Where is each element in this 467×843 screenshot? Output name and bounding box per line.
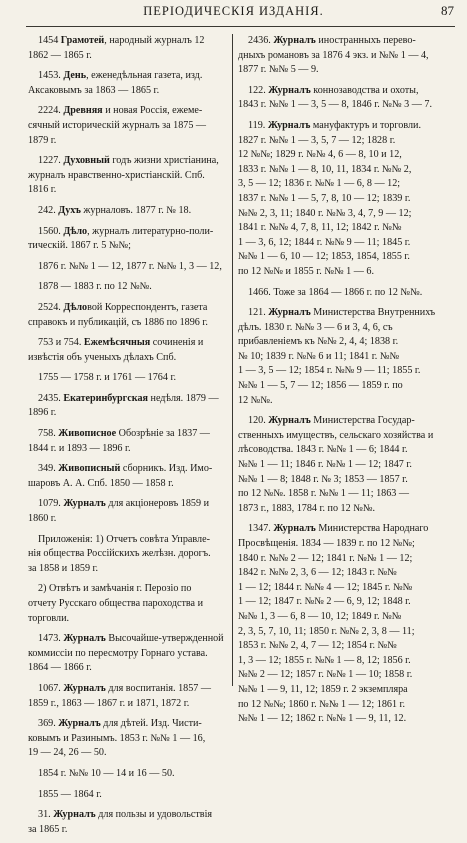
column-divider xyxy=(232,34,233,686)
catalog-entry xyxy=(28,717,226,761)
entry-line: Аксаковымъ за 1863 — 1865 г. xyxy=(28,84,160,96)
catalog-entry xyxy=(238,286,450,301)
entry-line: 120. Журналъ Министерства Государ- xyxy=(248,415,415,427)
entry-line: 1473. Журналъ Высочайше-утвержденной xyxy=(38,633,224,645)
catalog-entry xyxy=(28,808,226,837)
entry-line: №№ 1 — 5, 7 — 12; 1856 — 1859 г. по xyxy=(238,380,403,392)
entry-line: 2, 3, 5, 7, 10, 11; 1850 г. №№ 2, 3, 8 — 11; xyxy=(238,625,415,637)
entry-line: за 1858 и 1859 г. xyxy=(28,562,99,574)
entry-line: 1 — 12; 1847 г. №№ 2 — 6, 9, 12; 1848 г. xyxy=(238,596,411,608)
entry-line: 119. Журналъ мануфактуръ и торговли. xyxy=(248,119,421,131)
entry-line: 3, 5 — 12; 1836 г. №№ 1 — 6, 8 — 12; xyxy=(238,178,401,190)
catalog-entry xyxy=(28,682,226,711)
entry-line: торговли. xyxy=(28,612,70,624)
entry-line: сячный историческій журналъ за 1875 — xyxy=(28,119,207,131)
catalog-entry xyxy=(238,34,450,78)
entry-line: 1 — 3, 6, 12; 1844 г. №№ 9 — 11; 1845 г. xyxy=(238,236,411,248)
entry-line: 1227. Духовный годъ жизни христіанина, xyxy=(38,155,219,167)
entry-line: шаровъ А. А. Спб. 1850 — 1858 г. xyxy=(28,477,174,489)
entry-line: 1877 г. №№ 5 — 9. xyxy=(238,64,319,76)
entry-line: 2224. Древняя и новая Россія, ежеме- xyxy=(38,105,203,117)
entry-line: нія общества Россійскихъ желѣзн. дорогъ. xyxy=(28,548,211,560)
entry-line: 1816 г. xyxy=(28,184,57,196)
entry-line: 1876 г. №№ 1 — 12, 1877 г. №№ 1, 3 — 12, xyxy=(38,260,222,272)
catalog-entry xyxy=(28,260,226,275)
entry-line: 31. Журналъ для пользы и удовольствія xyxy=(38,809,213,821)
entry-line: 1840 г. №№ 2 — 12; 1841 г. №№ 1 — 12; xyxy=(238,552,413,564)
page-number: 87 xyxy=(441,3,454,18)
page-header xyxy=(0,0,467,24)
entry-line: 1453. День, еженедѣльная газета, изд. xyxy=(38,70,203,82)
catalog-entry xyxy=(28,497,226,526)
entry-line: 2435. Екатеринбургская недѣля. 1879 — xyxy=(38,392,219,404)
entry-line: прибавленіемъ къ №№ 2, 4, 4; 1838 г. xyxy=(238,336,399,348)
catalog-entry xyxy=(28,204,226,219)
entry-line: 1347. Журналъ Министерства Народнаго xyxy=(248,523,429,535)
entry-line: 349. Живописный сборникъ. Изд. Имо- xyxy=(38,463,213,475)
catalog-entry xyxy=(28,533,226,577)
entry-gap xyxy=(28,837,226,843)
entry-line: ковымъ и Разинымъ. 1853 г. №№ 1 — 16, xyxy=(28,732,206,744)
catalog-entry xyxy=(28,154,226,198)
entry-line: 12 №№; 1829 г. №№ 4, 6 — 8, 10 и 12, xyxy=(238,149,402,161)
catalog-entry xyxy=(28,788,226,803)
catalog-entry xyxy=(28,280,226,295)
entry-line: отчету Русскаго общества пароходства и xyxy=(28,598,203,609)
catalog-entry xyxy=(28,371,226,386)
entry-line: 121. Журналъ Министерства Внутреннихъ xyxy=(248,307,436,319)
entry-line: 1855 — 1864 г. xyxy=(38,788,102,800)
left-column xyxy=(28,34,226,843)
right-column xyxy=(238,34,450,733)
catalog-entry xyxy=(238,306,450,408)
entry-line: 753 и 754. Ежемѣсячныя сочиненія и xyxy=(38,337,204,349)
entry-line: 1878 — 1883 г. по 12 №№. xyxy=(38,281,152,293)
entry-line: 758. Живописное Обозрѣніе за 1837 — xyxy=(38,428,210,440)
entry-line: 1842 г. №№ 2, 3, 6 — 12; 1843 г. №№ xyxy=(238,567,397,579)
entry-line: 1 — 12; 1844 г. №№ 4 — 12; 1845 г. №№ xyxy=(238,581,413,593)
entry-line: 1862 — 1865 г. xyxy=(28,49,92,61)
entry-line: тическій. 1867 г. 5 №№; xyxy=(28,240,131,252)
entry-line: коммиссіи по пересмотру Горнаго устава. xyxy=(28,647,208,659)
entry-line: 1879 г. xyxy=(28,134,57,146)
entry-line: 1853 г. №№ 2, 4, 7 — 12; 1854 г. №№ xyxy=(238,640,397,652)
entry-line: 1, 3 — 12; 1855 г. №№ 1 — 8, 12; 1856 г. xyxy=(238,654,411,666)
entry-line: 1827 г. №№ 1 — 3, 5, 7 — 12; 1828 г. xyxy=(238,134,396,146)
entry-line: №№ 2 — 12; 1857 г. №№ 1 — 10; 1858 г. xyxy=(238,669,413,681)
entry-line: 1864 — 1866 г. xyxy=(28,662,92,674)
entry-line: 1873 г., 1883, 1784 г. по 12 №№. xyxy=(238,502,376,514)
entry-line: №№ 1 — 8; 1848 г. № 3; 1853 — 1857 г. xyxy=(238,473,408,485)
catalog-entry xyxy=(28,632,226,676)
entry-line: ственныхъ имуществъ, сельскаго хозяйства и xyxy=(238,429,434,441)
entry-line: 1854 г. №№ 10 — 14 и 16 — 50. xyxy=(38,767,175,779)
entry-line: №№ 1 — 12; 1862 г. №№ 1 — 9, 11, 12. xyxy=(238,713,407,725)
entry-line: 1067. Журналъ для воспитанія. 1857 — xyxy=(38,682,212,694)
entry-line: 1755 — 1758 г. и 1761 — 1764 г. xyxy=(38,372,176,384)
entry-line: по 12 №№ и 1855 г. №№ 1 — 6. xyxy=(238,265,375,277)
running-head: ПЕРІОДИЧЕСКІЯ ИЗДАНІЯ. xyxy=(143,4,324,18)
entry-line: 19 — 24, 26 — 50. xyxy=(28,747,107,759)
entry-line: по 12 №№. 1858 г. №№ 1 — 11; 1863 — xyxy=(238,488,410,500)
entry-line: №№ 1 — 6, 10 — 12; 1853, 1854, 1855 г. xyxy=(238,251,410,263)
entry-line: 1860 г. xyxy=(28,513,57,525)
entry-line: №№ 1, 3 — 6, 8 — 10, 12; 1849 г. №№ xyxy=(238,610,402,622)
entry-line: по 12 №№; 1860 г. №№ 1 — 12; 1861 г. xyxy=(238,698,406,710)
catalog-entry xyxy=(238,414,450,516)
entry-line: 2436. Журналъ иностранныхъ перево- xyxy=(248,35,416,46)
entry-line: 1 — 3, 5 — 12; 1854 г. №№ 9 — 11; 1855 г. xyxy=(238,365,421,377)
catalog-entry xyxy=(28,225,226,254)
entry-line: за 1865 г. xyxy=(28,823,68,835)
entry-line: лѣсоводства. 1843 г. №№ 1 — 6; 1844 г. xyxy=(238,444,408,456)
entry-line: 122. Журналъ коннозаводства и охоты, xyxy=(248,84,419,96)
entry-line: 369. Журналъ для дѣтей. Изд. Чисти- xyxy=(38,718,202,730)
entry-line: 1079. Журналъ для акціонеровъ 1859 и xyxy=(38,498,209,510)
entry-line: 2524. Дѣловой Корреспондентъ, газета xyxy=(38,301,208,313)
entry-line: дныхъ романовъ за 1876 4 экз. и №№ 1 — 4, xyxy=(238,49,429,61)
catalog-entry xyxy=(28,767,226,782)
entry-gap xyxy=(238,727,450,733)
entry-line: справокъ и публикацій, съ 1886 по 1896 г. xyxy=(28,316,208,328)
entry-line: 1859 г., 1863 — 1867 г. и 1871, 1872 г. xyxy=(28,697,190,709)
catalog-entry xyxy=(28,427,226,456)
catalog-entry xyxy=(238,84,450,113)
catalog-entry xyxy=(28,69,226,98)
catalog-entry xyxy=(28,392,226,421)
entry-line: 1841 г. №№ 4, 7, 8, 11, 12; 1842 г. №№ xyxy=(238,222,402,234)
entry-line: №№ 2, 3, 11; 1840 г. №№ 3, 4, 7, 9 — 12; xyxy=(238,207,412,219)
header-rule xyxy=(26,26,455,27)
catalog-entry xyxy=(28,462,226,491)
entry-line: 1843 г. №№ 1 — 3, 5 — 8, 1846 г. №№ 3 — 7. xyxy=(238,99,433,111)
entry-line: Просвѣщенія. 1834 — 1839 г. по 12 №№; xyxy=(238,538,415,549)
catalog-entry xyxy=(28,34,226,63)
catalog-entry xyxy=(28,336,226,365)
entry-line: №№ 1 — 11; 1846 г. №№ 1 — 12; 1847 г. xyxy=(238,459,412,471)
entry-line: 1466. Тоже за 1864 — 1866 г. по 12 №№. xyxy=(248,286,423,298)
entry-line: 1560. Дѣло, журналъ литературно-поли- xyxy=(38,225,214,237)
entry-line: дѣлъ. 1830 г. №№ 3 — 6 и 3, 4, 6, съ xyxy=(238,321,393,333)
entry-line: 12 №№. xyxy=(238,394,273,406)
entry-line: извѣстія объ ученыхъ дѣлахъ Спб. xyxy=(28,351,177,363)
catalog-entry xyxy=(28,582,226,626)
entry-line: Приложенія: 1) Отчетъ совѣта Управле- xyxy=(38,533,210,545)
entry-line: № 10; 1839 г. №№ 6 и 11; 1841 г. №№ xyxy=(238,350,400,362)
entry-line: 2) Отвѣтъ и замѣчанія г. Перозіо по xyxy=(38,583,192,595)
entry-line: журналъ нравственно-христіанскій. Спб. xyxy=(28,169,205,181)
entry-line: 1837 г. №№ 1 — 5, 7, 8, 10 — 12; 1839 г. xyxy=(238,192,411,204)
entry-line: 1454 Грамотей, народный журналъ 12 xyxy=(38,35,205,46)
entry-line: 1833 г. №№ 1 — 8, 10, 11, 1834 г. №№ 2, xyxy=(238,163,412,175)
catalog-entry xyxy=(238,522,450,726)
entry-line: 242. Духъ журналовъ. 1877 г. № 18. xyxy=(38,204,192,216)
catalog-entry xyxy=(238,119,450,280)
entry-line: №№ 1 — 9, 11, 12; 1859 г. 2 экземпляра xyxy=(238,683,408,695)
entry-line: 1844 г. и 1893 — 1896 г. xyxy=(28,442,131,454)
catalog-entry xyxy=(28,104,226,148)
entry-line: 1896 г. xyxy=(28,407,57,419)
catalog-entry xyxy=(28,301,226,330)
